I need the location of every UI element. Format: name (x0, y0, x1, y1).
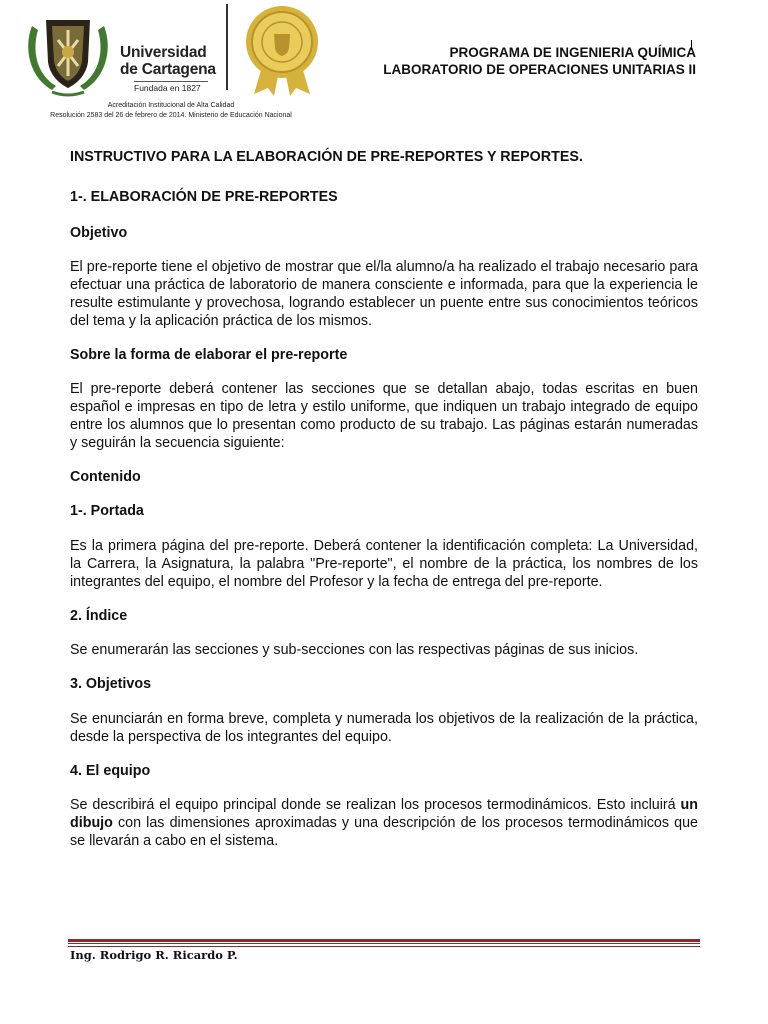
paragraph-indice: Se enumerarán las secciones y sub-secciones con las respectivas páginas de sus inicios. (70, 642, 639, 659)
header-divider (226, 4, 228, 90)
heading-objetivo: Objetivo (70, 224, 128, 241)
paragraph-equipo-part2: con las dimensiones aproximadas y una descripción de los procesos termodinámicos que se llevarán a cabo en el sistema. (70, 815, 698, 849)
document-title: INSTRUCTIVO PARA LA ELABORACIÓN DE PRE-REPORTES Y REPORTES. (70, 149, 583, 165)
lab-name: LABORATORIO DE OPERACIONES UNITARIAS II (383, 62, 696, 77)
accreditation-line2: Resolución 2583 del 26 de febrero de 2014. Ministerio de Educación Nacional (50, 112, 292, 119)
paragraph-equipo-part1: Se describirá el equipo principal donde se realizan los procesos termodinámicos. Esto incluirá (70, 797, 681, 814)
heading-objetivos: 3. Objetivos (70, 676, 152, 693)
accreditation-line1: Acreditación Institucional de Alta Calidad (107, 102, 235, 109)
accreditation-seal-icon (244, 4, 320, 96)
footer-rule (68, 939, 700, 942)
heading-contenido: Contenido (70, 468, 141, 485)
university-crest-logo (22, 6, 114, 98)
founded-text: Fundada en 1827 (134, 81, 208, 93)
paragraph-equipo-bold: un dibujo (70, 797, 698, 832)
footer-rule-thin-2 (68, 946, 700, 947)
heading-indice: 2. Índice (70, 607, 128, 624)
program-name: PROGRAMA DE INGENIERIA QUÍMICA (449, 45, 696, 60)
page-header (0, 0, 768, 125)
university-name-line1: Universidad (120, 44, 207, 61)
paragraph-objetivos: Se enunciarán en forma breve, completa y numerada los objetivos de la realización de la práctica, desde la perspectiva de los integrantes del equipo. (70, 710, 698, 745)
program-heading (383, 44, 696, 78)
footer-author: Ing. Rodrigo R. Ricardo P. (70, 948, 238, 962)
heading-forma: Sobre la forma de elaborar el pre-reporte (70, 346, 348, 363)
accreditation-text (40, 101, 302, 121)
university-name-line2: de Cartagena (120, 61, 216, 78)
university-name (120, 44, 216, 78)
paragraph-equipo (70, 797, 698, 850)
paragraph-forma: El pre-reporte deberá contener las secciones que se detallan abajo, todas escritas en buen español e impresas en tipo de letra y estilo uniforme, que indiquen un trabajo integrado de equipo entre los alumnos que lo presentan como producto de su trabajo. Las páginas estarán numeradas y seguirán la secuencia siguiente: (70, 381, 698, 451)
footer-rule-thin (68, 943, 700, 944)
paragraph-objetivo: El pre-reporte tiene el objetivo de mostrar que el/la alumno/a ha realizado el trabajo necesario para efectuar una práctica de laboratorio de manera consciente e informada, para que la experiencia le resulte estimulante y provechosa, logrando establecer un puente entre sus conocimientos teóricos del tema y la aplicación práctica de los mismos. (70, 259, 698, 329)
heading-equipo: 4. El equipo (70, 762, 151, 779)
section-heading-prereportes: 1-. ELABORACIÓN DE PRE-REPORTES (70, 188, 338, 205)
document-body (70, 149, 698, 851)
heading-portada: 1-. Portada (70, 503, 144, 520)
paragraph-portada: Es la primera página del pre-reporte. Deberá contener la identificación completa: La Universidad, la Carrera, la Asignatura, la palabra "Pre-reporte", el nombre de la práctica, los nombres de los integrantes del equipo, el nombre del Profesor y la fecha de entrega del pre-reporte. (70, 538, 698, 590)
